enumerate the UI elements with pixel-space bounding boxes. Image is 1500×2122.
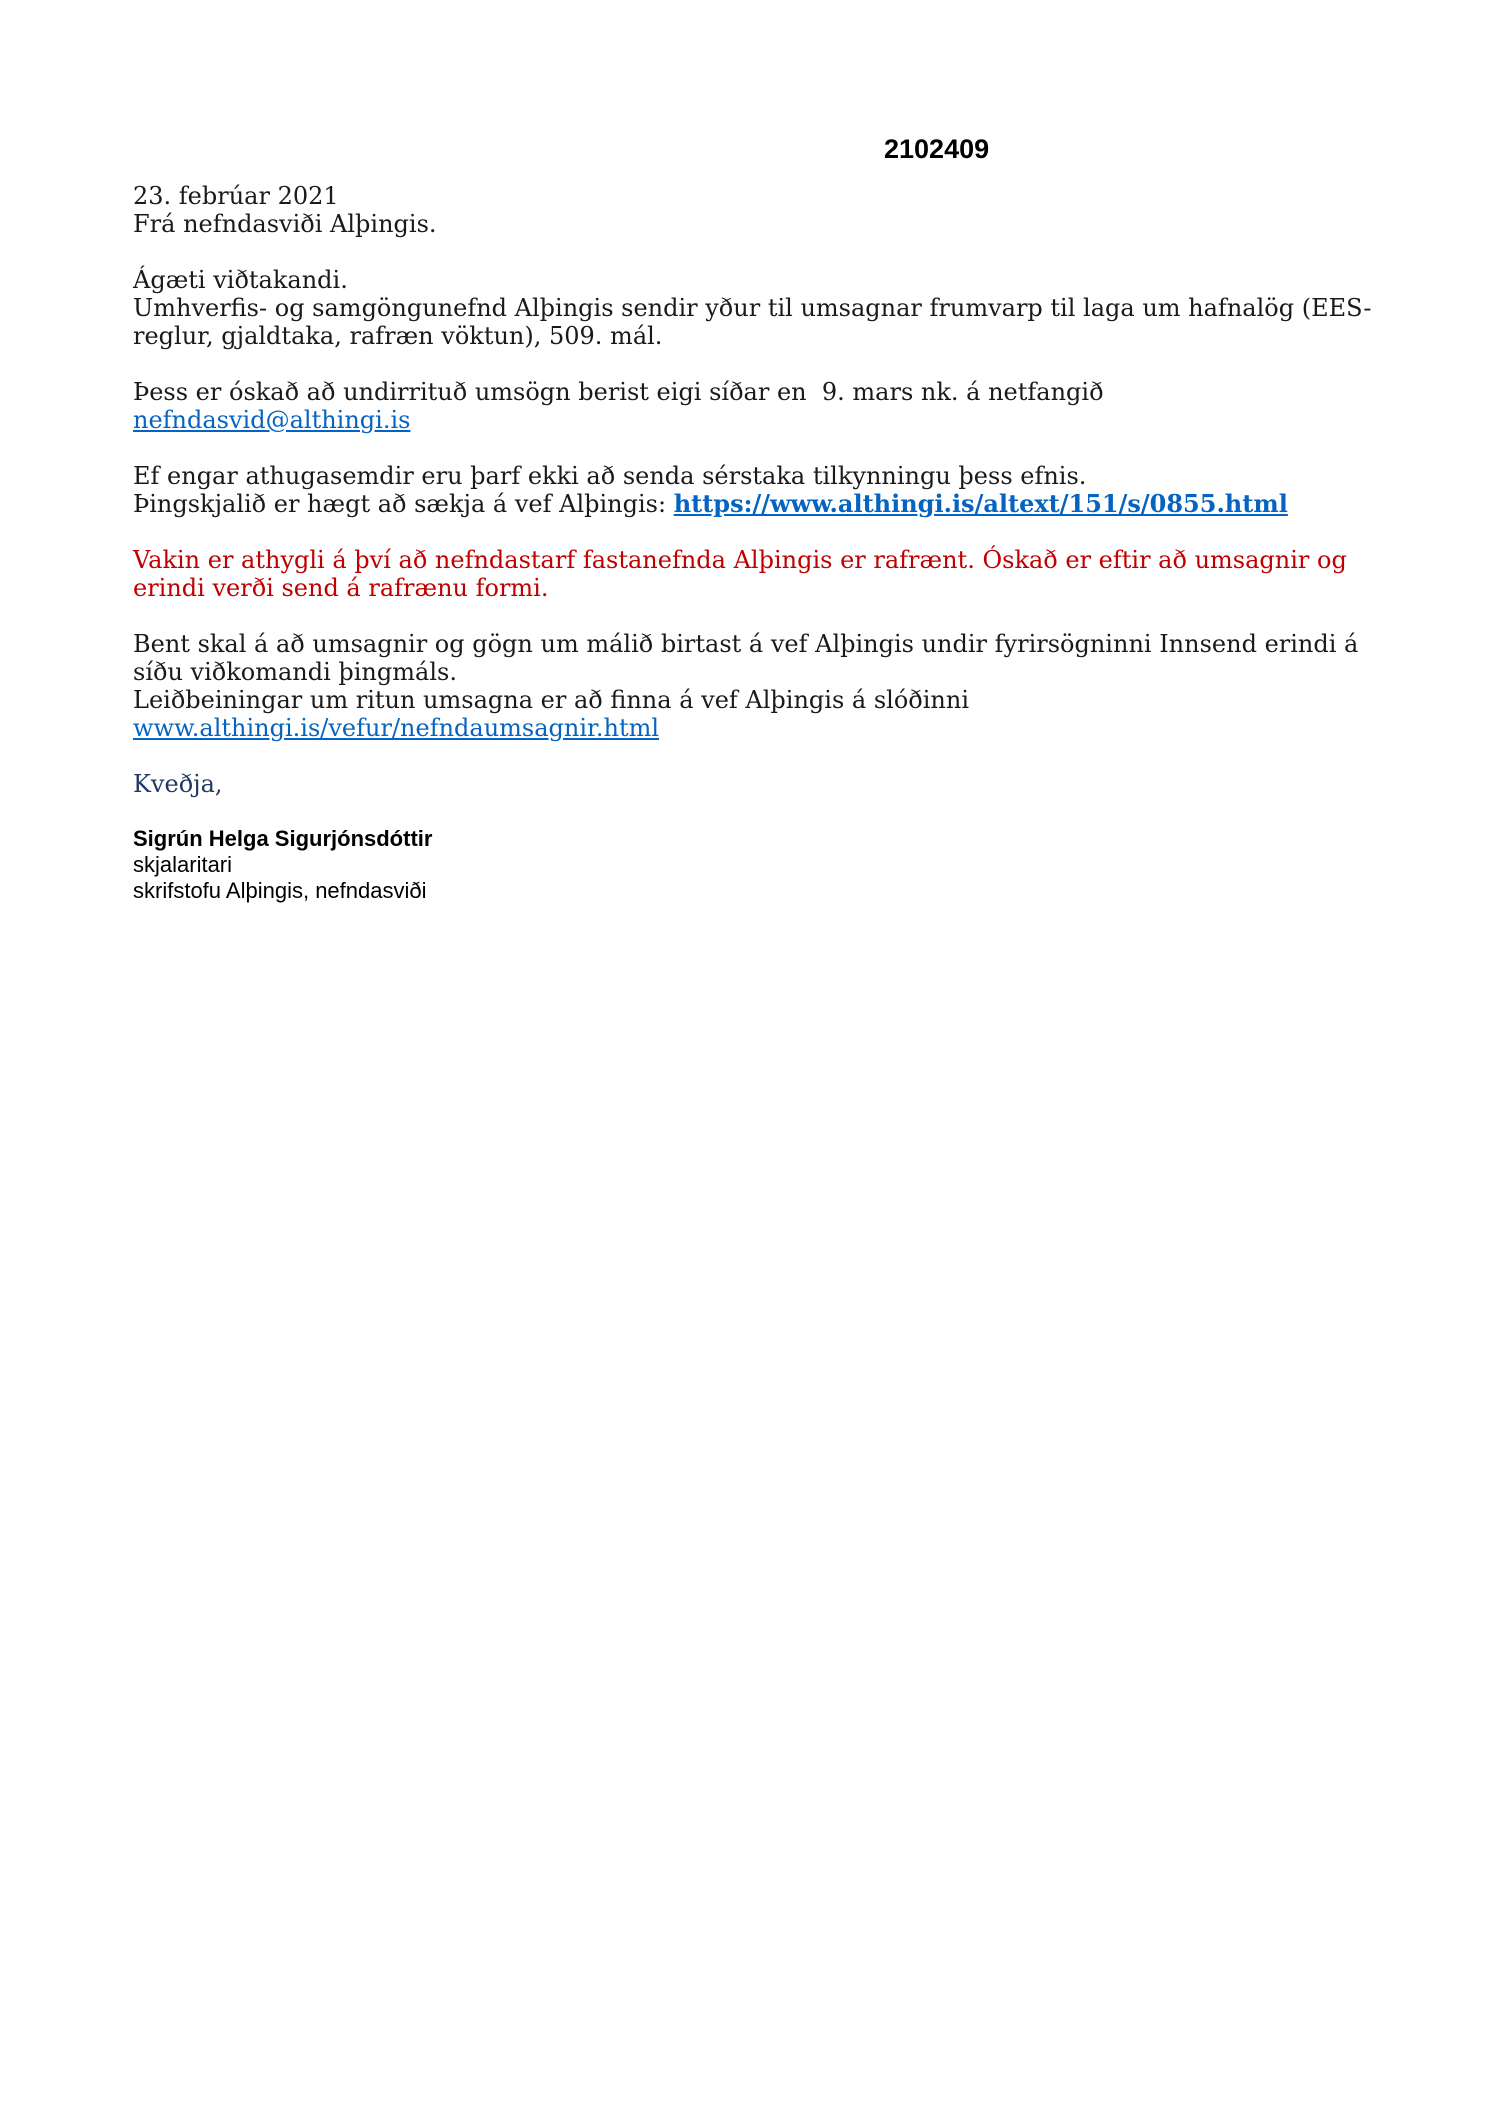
- greeting-intro-block: [133, 266, 1373, 350]
- electronic-notice-text: Vakin er athygli á því að nefndastarf fastanefnda Alþingis er rafrænt. Óskað er eftir að umsagnir og erindi verði send á rafrænu formi.: [133, 546, 1347, 602]
- signature-block: [133, 826, 1373, 904]
- from-line: Frá nefndasviði Alþingis.: [133, 210, 437, 238]
- deadline-text: Þess er óskað að undirrituð umsögn berist eigi síðar en 9. mars nk. á netfangið: [133, 378, 1104, 406]
- no-comment-text: Ef engar athugasemdir eru þarf ekki að senda sérstaka tilkynningu þess efnis.: [133, 462, 1087, 490]
- publication-text: Bent skal á að umsagnir og gögn um málið birtast á vef Alþingis undir fyrirsögninni Innsend erindi á síðu viðkomandi þingmáls.: [133, 630, 1359, 686]
- guidelines-link[interactable]: www.althingi.is/vefur/nefndaumsagnir.html: [133, 714, 660, 742]
- document-link-prefix: Þingskjalið er hægt að sækja á vef Alþingis:: [133, 490, 674, 518]
- signature-department: skrifstofu Alþingis, nefndasviði: [133, 878, 427, 903]
- intro-text: Umhverfis- og samgöngunefnd Alþingis sendir yður til umsagnar frumvarp til laga um hafnalög (EES-reglur, gjaldtaka, rafræn vöktun), 509. mál.: [133, 294, 1372, 350]
- publication-block: [133, 630, 1373, 742]
- closing-text: Kveðja,: [133, 770, 223, 798]
- header-block: [133, 182, 1373, 238]
- document-info-block: [133, 462, 1373, 518]
- letter-content: [133, 182, 1373, 932]
- date-line: 23. febrúar 2021: [133, 182, 339, 210]
- signature-name: Sigrún Helga Sigurjónsdóttir: [133, 826, 433, 851]
- greeting-line: Ágæti viðtakandi.: [133, 266, 348, 294]
- document-number: 2102409: [884, 134, 990, 164]
- guidelines-text: Leiðbeiningar um ritun umsagna er að finna á vef Alþingis á slóðinni: [133, 686, 969, 714]
- deadline-block: [133, 378, 1373, 434]
- document-link[interactable]: https://www.althingi.is/altext/151/s/0855.html: [673, 489, 1288, 518]
- document-link-line: [133, 490, 1373, 518]
- signature-title: skjalaritari: [133, 852, 233, 877]
- email-link[interactable]: nefndasvid@althingi.is: [133, 406, 411, 434]
